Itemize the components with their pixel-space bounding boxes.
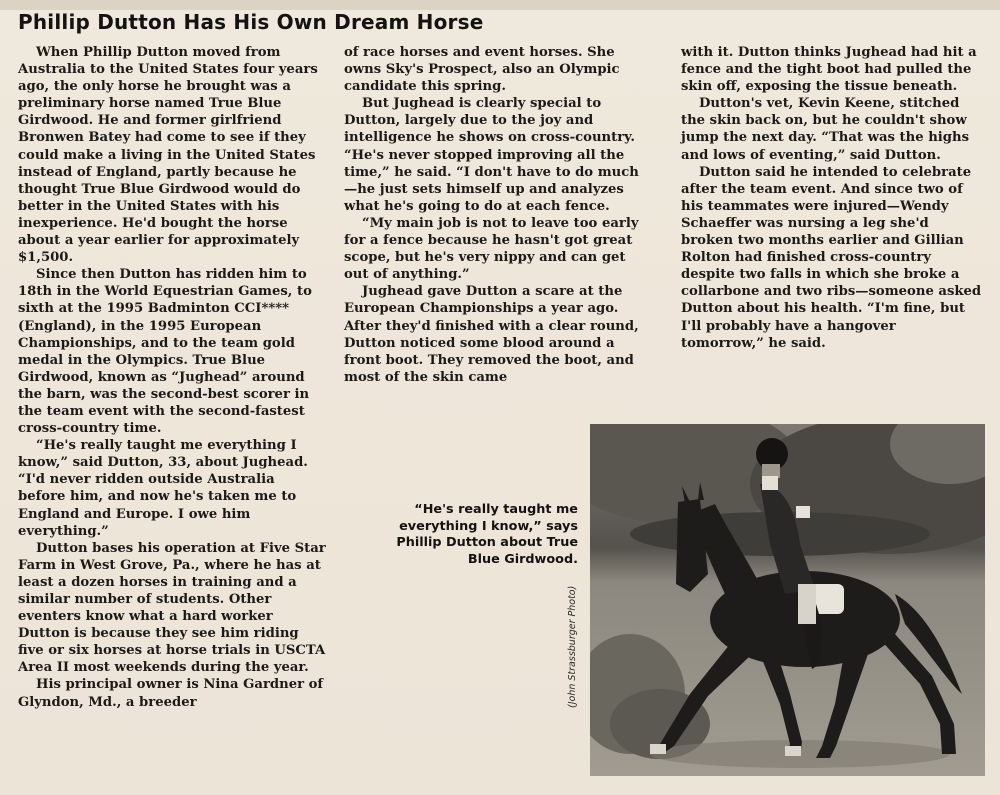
paragraph: Dutton's vet, Kevin Keene, stitched the skin back on, but he couldn't show jump the next day. “That was the highs and lows of eventing,” said Dutton.	[681, 96, 970, 163]
paragraph: with it. Dutton thinks Jughead had hit a fence and the tight boot had pulled the skin off, exposing the tissue beneath.	[681, 45, 977, 95]
article-headline: Phillip Dutton Has His Own Dream Horse	[18, 10, 484, 34]
previous-page-bleed	[0, 0, 1000, 10]
paragraph: When Phillip Dutton moved from Australia to the United States four years ago, the only horse he brought was a preliminary horse named True Blue Girdwood. He and former girlfriend Bronwen Batey had come to see if they could make a living in the United States instead of England, partly because he thought True Blue Girdwood would do better in the United States with his inexperience. He'd bought the horse about a year earlier for approximately $1,500.	[18, 45, 318, 266]
photo-caption: “He's really taught me everything I know,” says Phillip Dutton about True Blue Girdwood.	[396, 502, 578, 567]
paragraph: His principal owner is Nina Gardner of Glyndon, Md., a breeder	[18, 677, 324, 710]
paragraph: Since then Dutton has ridden him to 18th in the World Equestrian Games, to sixth at the 1995 Badminton CCI**** (England), in the 1995 European Championships, and to the team gold medal in the Olympics. True Blue Girdwood, known as “Jughead” around the barn, was the second-best scorer in the team event with the second-fastest cross-country time.	[18, 267, 312, 437]
horse-rider-photo	[590, 424, 985, 776]
paragraph: Dutton said he intended to celebrate after the team event. And since two of his teammates were injured—Wendy Schaeffer was nursing a leg she'd broken two months earlier and Gillian Rolton had finished cross-country despite two falls in which she broke a collarbone and two ribs—someone asked Dutton about his health. “I'm fine, but I'll probably have a hangover tomorrow,” he said.	[681, 164, 982, 351]
horse-rider-illustration	[590, 424, 985, 776]
paragraph: Dutton bases his operation at Five Star Farm in West Grove, Pa., where he has at least a dozen horses in training and a similar number of students. Other eventers know what a hard worker Dutton is because they see him riding five or six horses at horse trials in USCTA Area II most weekends during the year.	[18, 540, 326, 676]
photo-credit: (John Strassburger Photo)	[567, 585, 578, 708]
paragraph: of race horses and event horses. She owns Sky's Prospect, also an Olympic candidate this spring.	[344, 45, 620, 95]
paragraph: But Jughead is clearly special to Dutton, largely due to the joy and intelligence he shows on cross-country. “He's never stopped improving all the time,” he said. “I don't have to do much—he just sets himself up and analyzes what he's going to do at each fence.	[344, 96, 639, 214]
article-column-1	[18, 44, 326, 711]
paragraph: “My main job is not to leave too early for a fence because he hasn't got great scope, but he's very nippy and can get out of anything.”	[344, 215, 639, 283]
paragraph: Jughead gave Dutton a scare at the European Championships a year ago. After they'd finished with a clear round, Dutton noticed some blood around a front boot. They removed the boot, and most of the skin came	[344, 284, 639, 385]
article-column-2	[344, 44, 640, 386]
paragraph: “He's really taught me everything I know,” said Dutton, 33, about Jughead. “I'd never ridden outside Australia before him, and now he's taken me to England and Europe. I owe him everything.”	[18, 438, 308, 539]
article-column-3	[681, 44, 983, 352]
